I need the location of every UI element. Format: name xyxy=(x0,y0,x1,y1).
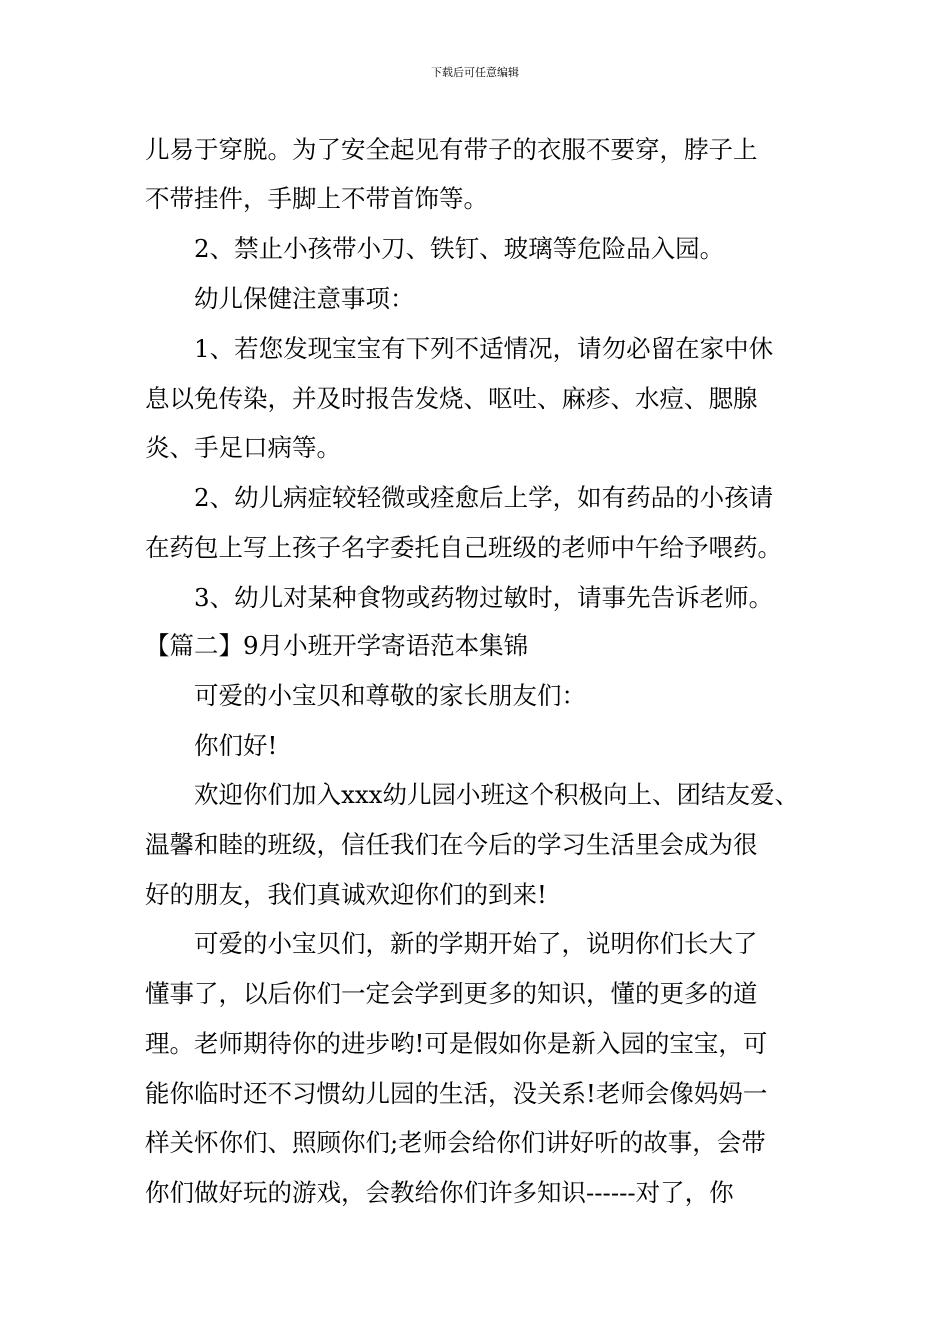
text-line: 温馨和睦的班级，信任我们在今后的学习生活里会成为很 xyxy=(145,830,758,859)
text-line: 能你临时还不习惯幼儿园的生活，没关系!老师会像妈妈一 xyxy=(145,1079,768,1108)
text-line: 你们好! xyxy=(194,731,278,760)
text-line: 不带挂件，手脚上不带首饰等。 xyxy=(145,184,488,213)
text-line: 3、幼儿对某种食物或药物过敏时，请事先告诉老师。 xyxy=(194,583,774,612)
text-line: 可爱的小宝贝和尊敬的家长朋友们： xyxy=(194,681,586,710)
text-line: 样关怀你们、照顾你们;老师会给你们讲好听的故事，会带 xyxy=(145,1128,766,1157)
section-heading: 【篇二】9月小班开学寄语范本集锦 xyxy=(145,631,529,660)
text-line: 2、幼儿病症较轻微或痊愈后上学，如有药品的小孩请 xyxy=(194,483,774,512)
text-line: 2、禁止小孩带小刀、铁钉、玻璃等危险品入园。 xyxy=(194,234,725,263)
text-line: 息以免传染，并及时报告发烧、呕吐、麻疹、水痘、腮腺 xyxy=(145,384,758,413)
text-line: 可爱的小宝贝们，新的学期开始了，说明你们长大了 xyxy=(194,929,758,958)
text-line: 好的朋友，我们真诚欢迎你们的到来! xyxy=(145,880,547,909)
text-line: 欢迎你们加入xxx幼儿园小班这个积极向上、团结友爱、 xyxy=(194,780,799,809)
page-header: 下载后可任意编辑 xyxy=(431,66,519,79)
text-line: 你们做好玩的游戏，会教给你们许多知识------对了，你 xyxy=(145,1178,734,1207)
text-line: 1、若您发现宝宝有下列不适情况，请勿必留在家中休 xyxy=(194,334,774,363)
text-line: 懂事了，以后你们一定会学到更多的知识，懂的更多的道 xyxy=(145,979,758,1008)
text-line: 炎、手足口病等。 xyxy=(145,433,341,462)
text-line: 儿易于穿脱。为了安全起见有带子的衣服不要穿，脖子上 xyxy=(145,135,758,164)
text-line: 理。老师期待你的进步哟!可是假如你是新入园的宝宝，可 xyxy=(145,1029,768,1058)
text-line: 在药包上写上孩子名字委托自己班级的老师中午给予喂药。 xyxy=(145,533,782,562)
text-line: 幼儿保健注意事项： xyxy=(194,284,415,313)
